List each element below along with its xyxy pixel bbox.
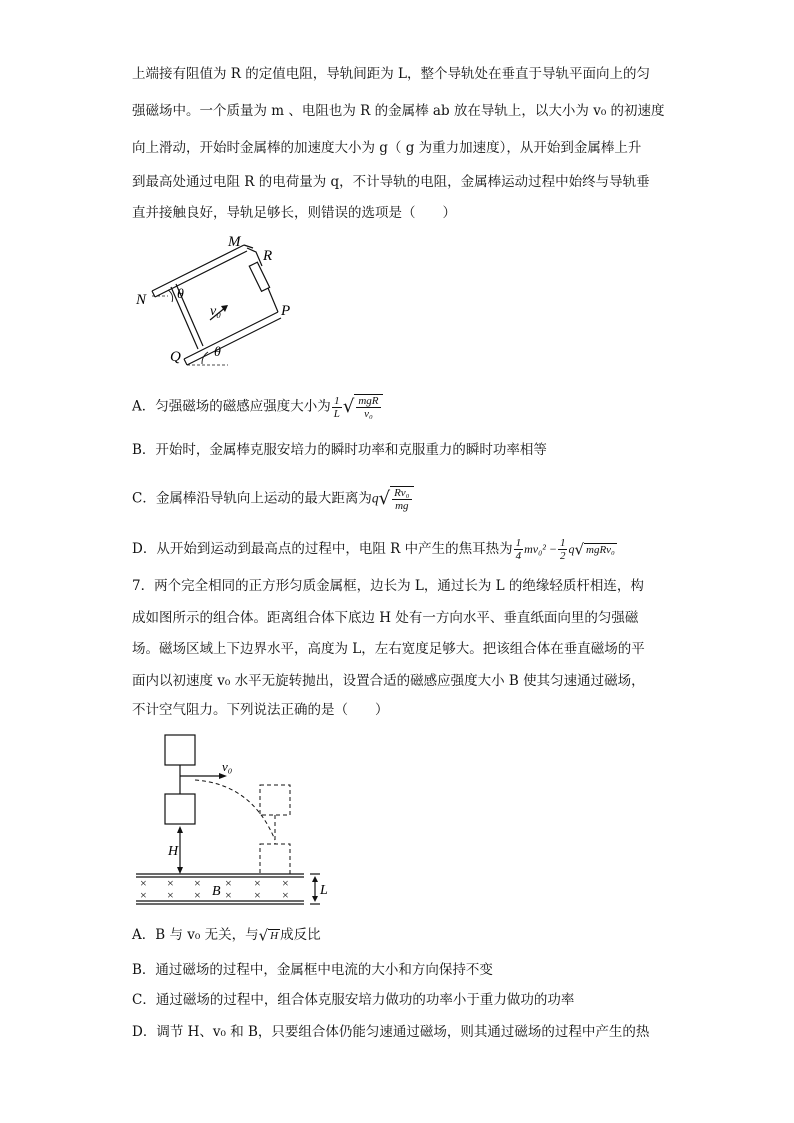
q6-option-d-sqrt: mgRv₀ [586, 543, 615, 556]
label-N: N [136, 292, 147, 308]
q7-text-line-1: 7．两个完全相同的正方形匀质金属框，边长为 L，通过长为 L 的绝缘轻质杆相连，构 [132, 578, 644, 594]
resistor-R [249, 262, 269, 291]
lower-frame [165, 794, 195, 824]
label-theta-top: θ [177, 287, 184, 302]
label-M: M [228, 234, 241, 250]
svg-text:×: × [140, 888, 147, 902]
q7-text-line-3: 场。磁场区域上下边界水平，高度为 L，左右宽度足够大。把该组合体在垂直磁场的平 [132, 641, 645, 657]
ghost-lower-frame [260, 844, 290, 874]
label-B: B [212, 884, 221, 899]
svg-text:×: × [254, 888, 261, 902]
q6-option-a-fraction: $\frac{1}{L}$ [333, 394, 340, 420]
q6-text-line-3: 向上滑动，开始时金属棒的加速度大小为 g（ g 为重力加速度），从开始到金属棒上升 [132, 140, 642, 156]
q6-option-b[interactable]: B．开始时，金属棒克服安培力的瞬时功率和克服重力的瞬时功率相等 [132, 442, 547, 458]
label-L: L [320, 883, 328, 898]
q6-option-d-frac2: $\frac{1}{2}$ [559, 537, 566, 562]
q6-option-c-sqrt: $\frac{\text{Rv₀}}{mg}$ [390, 486, 413, 512]
q6-option-d-q: q [568, 542, 575, 556]
q6-option-d-text: D．从开始到运动到最高点的过程中，电阻 R 中产生的焦耳热为 [132, 541, 513, 557]
metal-bar-ab [171, 287, 198, 349]
q6-option-d[interactable]: D．从开始到运动到最高点的过程中，电阻 R 中产生的焦耳热为 $\frac{1}{4}$ mv₀² − $\frac{1}{2}$ q√ mgRv₀ [132, 537, 615, 562]
svg-text:×: × [254, 876, 261, 890]
q7-text-line-2: 成如图所示的组合体。距离组合体下底边 H 处有一方向水平、垂直纸面向里的匀强磁 [132, 610, 639, 626]
label-H: H [168, 844, 179, 859]
svg-text:×: × [167, 888, 174, 902]
q7-option-a-text: A．B 与 v₀ 无关，与 [132, 927, 259, 943]
svg-text:×: × [194, 876, 201, 890]
q7-option-a-sqrt: H [270, 929, 279, 942]
label-v0: v₀ [222, 759, 233, 774]
label-v0: v₀ [210, 304, 222, 319]
trajectory [195, 780, 275, 840]
q7-option-d[interactable]: D．调节 H、v₀ 和 B，只要组合体仍能匀速通过磁场，则其通过磁场的过程中产生的热 [132, 1024, 650, 1040]
q7-option-a-suffix: 成反比 [280, 927, 321, 943]
svg-text:×: × [225, 888, 232, 902]
upper-frame [165, 735, 195, 765]
svg-text:×: × [225, 876, 232, 890]
rail-top-upper [152, 245, 244, 291]
label-P: P [281, 303, 291, 319]
rail-figure [128, 228, 318, 368]
q7-option-b[interactable]: B．通过磁场的过程中，金属框中电流的大小和方向保持不变 [132, 962, 493, 978]
q6-option-a-sqrt: $\frac{\text{mgR}}{\text{v₀}}$ [354, 394, 382, 420]
q6-text-line-2: 强磁场中。一个质量为 m 、电阻也为 R 的金属棒 ab 放在导轨上，以大小为 v₀ 的初速度 [132, 103, 665, 119]
label-R: R [263, 248, 273, 264]
q6-option-d-mid: mv₀² − [524, 542, 557, 556]
q6-option-c[interactable]: C．金属棒沿导轨向上运动的最大距离为q√ $\frac{\text{Rv₀}}{mg}$ [132, 486, 414, 512]
q7-text-line-5: 不计空气阻力。下列说法正确的是（ ） [132, 702, 389, 718]
label-Q: Q [170, 349, 181, 365]
q6-text-line-1: 上端接有阻值为 R 的定值电阻，导轨间距为 L，整个导轨处在垂直于导轨平面向上的匀 [132, 66, 651, 82]
svg-text:×: × [167, 876, 174, 890]
q7-option-c[interactable]: C．通过磁场的过程中，组合体克服安培力做功的功率小于重力做功的功率 [132, 992, 575, 1008]
q6-option-c-text: C．金属棒沿导轨向上运动的最大距离为 [132, 490, 372, 507]
q6-option-d-frac1: $\frac{1}{4}$ [515, 537, 522, 562]
label-theta-bottom: θ [214, 345, 221, 360]
q6-option-a[interactable]: A．匀强磁场的磁感应强度大小为 $\frac{1}{L}$ √ $\frac{\text{mgR}}{\text{v₀}}$ [132, 394, 383, 420]
q6-text-line-5: 直并接触良好，导轨足够长，则错误的选项是（ ） [132, 205, 456, 221]
q6-option-a-text: A．匀强磁场的磁感应强度大小为 [132, 398, 331, 415]
svg-text:×: × [194, 888, 201, 902]
svg-text:×: × [282, 876, 289, 890]
q6-text-line-4: 到最高处通过电阻 R 的电荷量为 q，不计导轨的电阻，金属棒运动过程中始终与导轨垂 [132, 174, 650, 190]
q6-option-c-q: q [371, 490, 379, 506]
ghost-upper-frame [260, 785, 290, 815]
frame-field-figure [132, 728, 332, 910]
svg-text:×: × [282, 888, 289, 902]
q7-option-a[interactable]: A．B 与 v₀ 无关，与√ H 成反比 [132, 926, 321, 945]
svg-text:×: × [140, 876, 147, 890]
q7-text-line-4: 面内以初速度 v₀ 水平无旋转抛出，设置合适的磁感应强度大小 B 使其匀速通过磁场， [132, 673, 645, 689]
